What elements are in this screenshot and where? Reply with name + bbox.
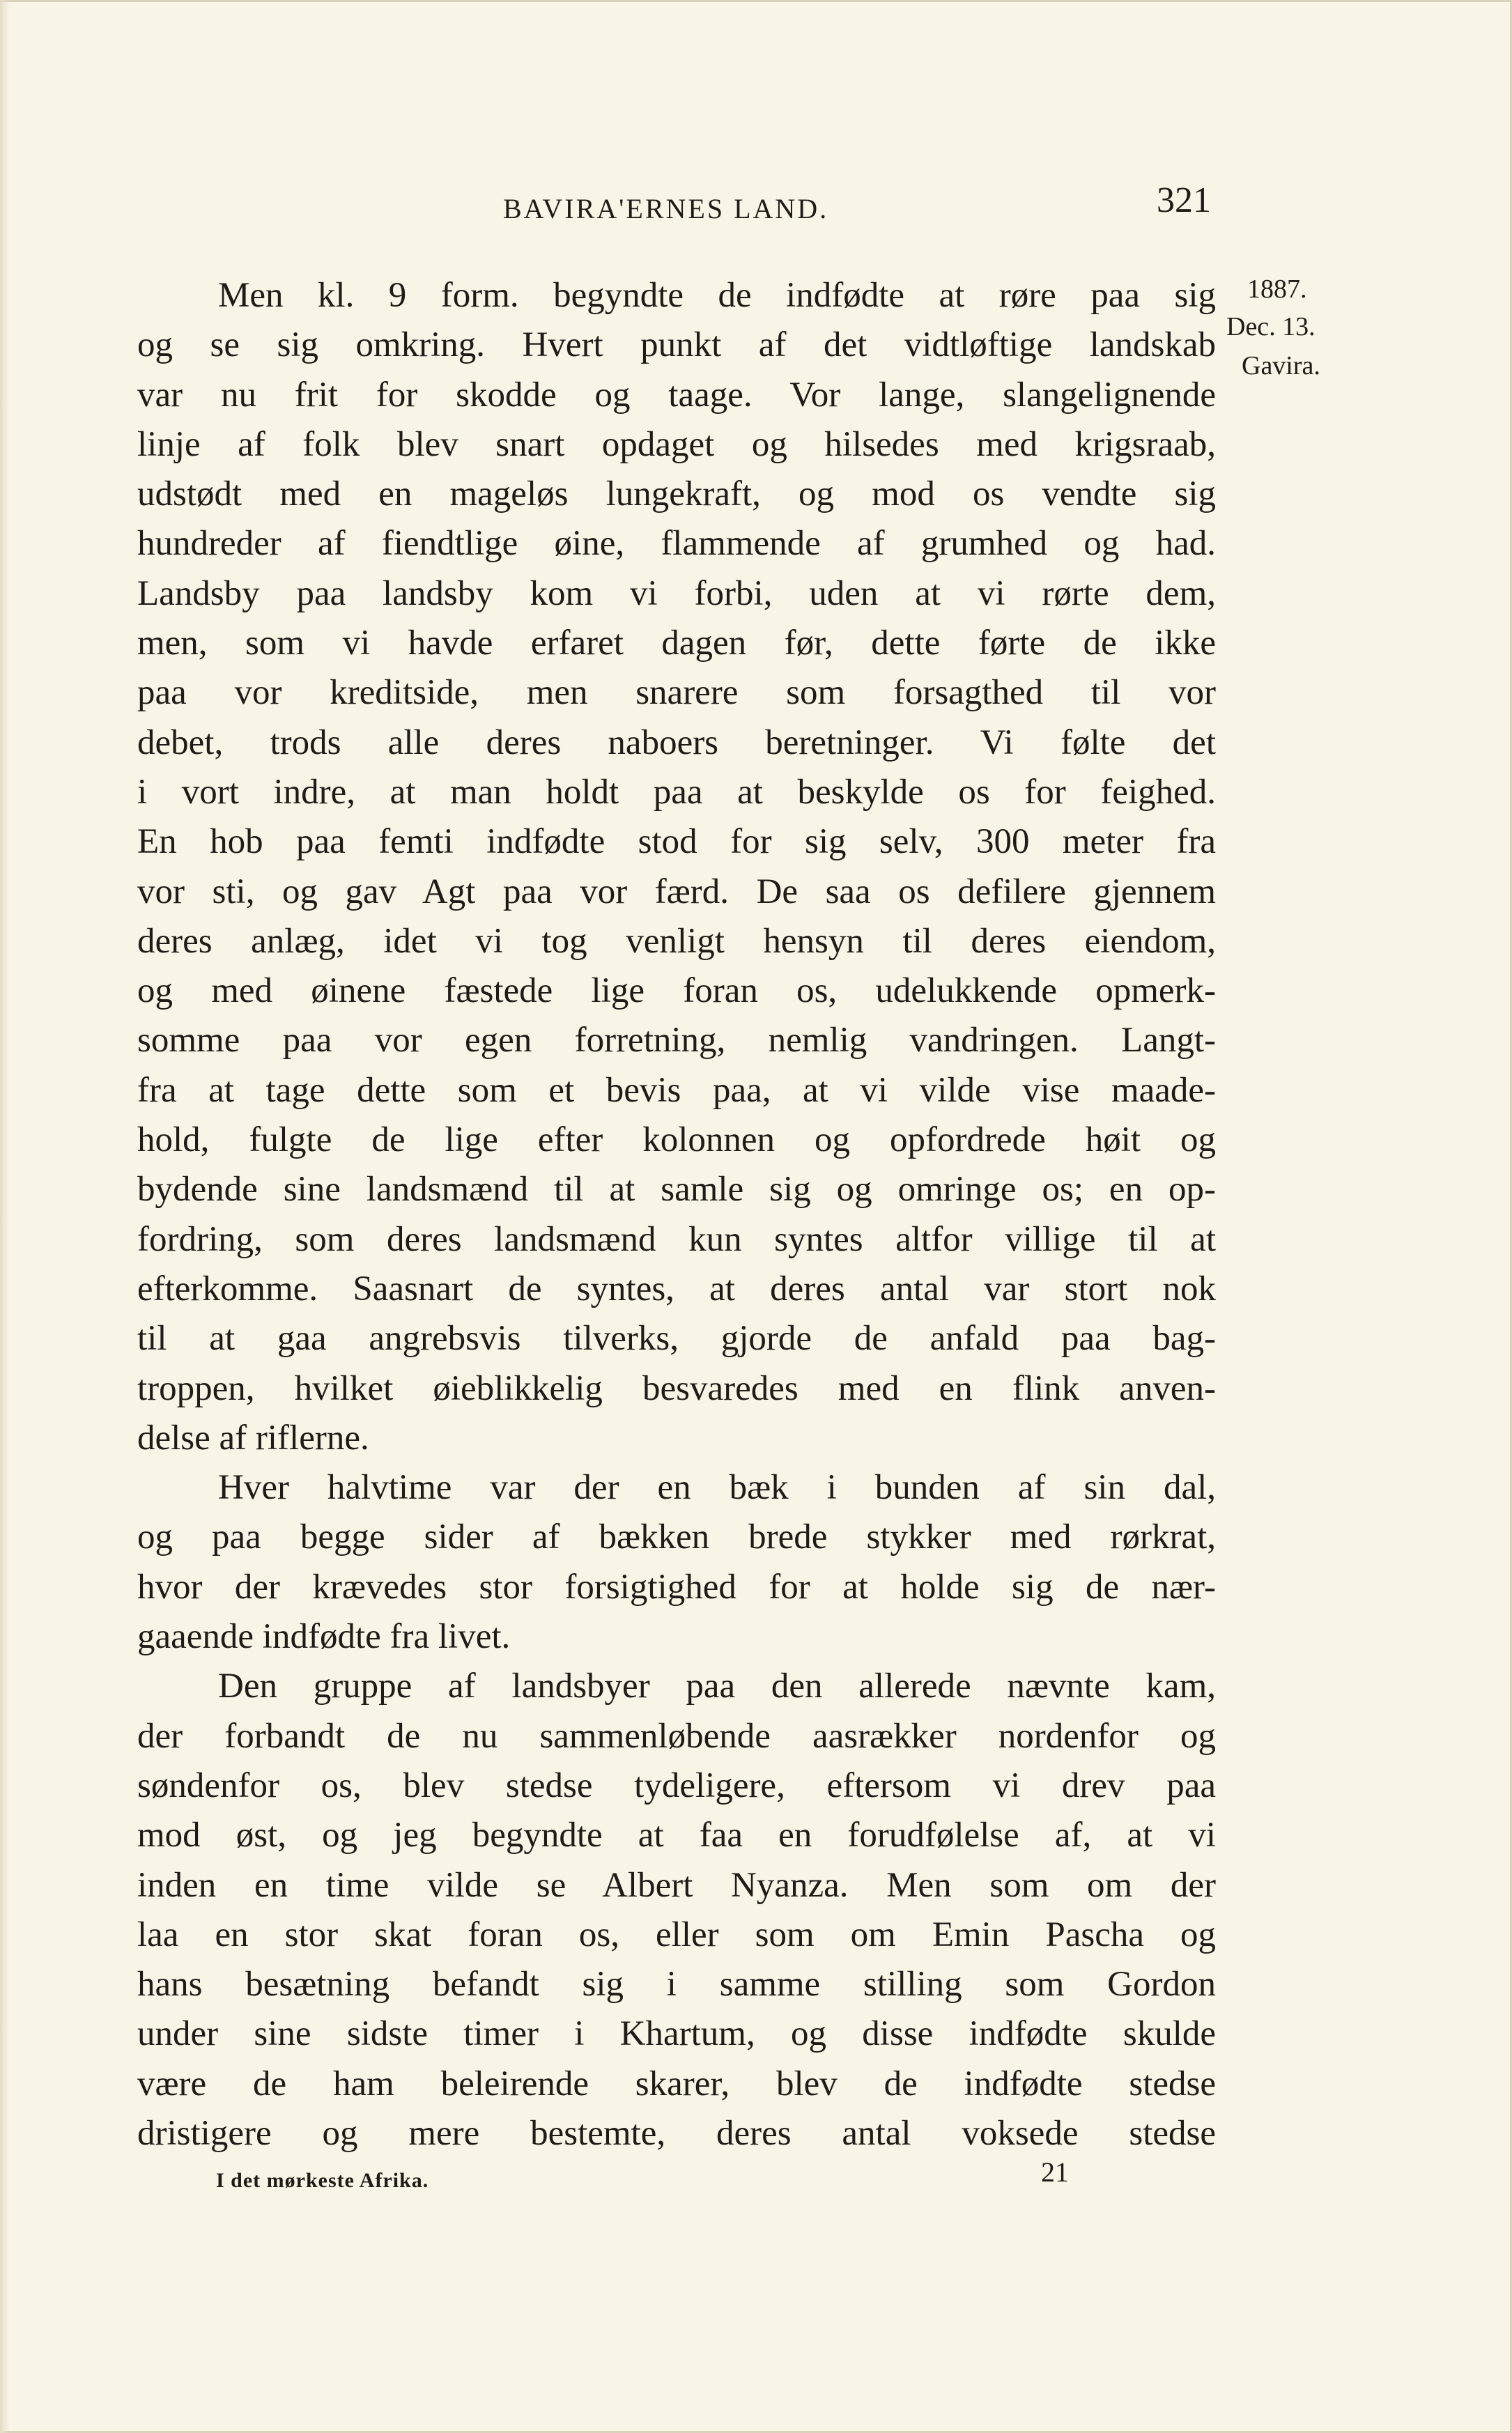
text-line: og se sig omkring. Hvert punkt af det vidtløftige landskab	[137, 325, 1216, 365]
text-line: bydende sine landsmænd til at samle sig og omringe os; en op-	[137, 1170, 1216, 1210]
text-line: søndenfor os, blev stedse tydeligere, eftersom vi drev paa	[137, 1766, 1216, 1805]
signature-mark: I det mørkeste Afrika.	[216, 2169, 429, 2192]
text-line: hold, fulgte de lige efter kolonnen og opfordrede høit og	[137, 1120, 1216, 1160]
margin-note-place: Gavira.	[1242, 351, 1320, 380]
text-line: paa vor kreditside, men snarere som forsagthed til vor	[137, 673, 1216, 713]
text-line: vor sti, og gav Agt paa vor færd. De saa os defilere gjennem	[137, 872, 1216, 911]
text-line: der forbandt de nu sammenløbende aasrækker nordenfor og	[137, 1716, 1216, 1756]
text-line: efterkomme. Saasnart de syntes, at deres antal var stort nok	[137, 1269, 1216, 1308]
text-line: i vort indre, at man holdt paa at beskylde os for feighed.	[137, 772, 1216, 812]
text-line: var nu frit for skodde og taage. Vor lange, slangelignende	[137, 375, 1216, 415]
text-line: udstødt med en mageløs lungekraft, og mod os vendte sig	[137, 474, 1216, 514]
text-line: mod øst, og jeg begyndte at faa en forudfølelse af, at vi	[137, 1816, 1216, 1855]
text-line: fordring, som deres landsmænd kun syntes altfor villige til at	[137, 1219, 1216, 1259]
text-line: hans besætning befandt sig i samme stilling som Gordon	[137, 1965, 1216, 2005]
text-line: deres anlæg, idet vi tog venligt hensyn til deres eiendom,	[137, 921, 1216, 961]
margin-note-year: 1887.	[1247, 275, 1307, 304]
text-line: gaaende indfødte fra livet.	[137, 1617, 511, 1657]
page-number: 321	[1157, 180, 1211, 220]
text-line: troppen, hvilket øieblikkelig besvaredes med en flink anven-	[137, 1368, 1216, 1408]
text-line: fra at tage dette som et bevis paa, at vi vilde vise maade-	[137, 1070, 1216, 1110]
text-line: dristigere og mere bestemte, deres antal voksede stedse	[137, 2113, 1216, 2153]
text-line: men, som vi havde erfaret dagen før, dette førte de ikke	[137, 624, 1216, 663]
text-line: Men kl. 9 form. begyndte de indfødte at røre paa sig	[218, 276, 1216, 315]
text-line: og paa begge sider af bækken brede stykker med rørkrat,	[137, 1517, 1216, 1557]
text-line: delse af riflerne.	[137, 1418, 369, 1458]
text-line: linje af folk blev snart opdaget og hilsedes med krigsraab,	[137, 424, 1216, 464]
text-line: debet, trods alle deres naboers beretninger. Vi følte det	[137, 723, 1216, 762]
running-head: BAVIRA'ERNES LAND.	[503, 193, 829, 224]
text-line: En hob paa femti indfødte stod for sig selv, 300 meter fra	[137, 822, 1216, 862]
body-text	[137, 271, 1216, 2158]
text-line: hvor der krævedes stor forsigtighed for at holde sig de nær-	[137, 1567, 1216, 1607]
text-line: somme paa vor egen forretning, nemlig vandringen. Langt-	[137, 1021, 1216, 1060]
text-line: laa en stor skat foran os, eller som om Emin Pascha og	[137, 1915, 1216, 1954]
text-line: under sine sidste timer i Khartum, og disse indfødte skulde	[137, 2014, 1216, 2054]
text-line: hundreder af fiendtlige øine, flammende af grumhed og had.	[137, 524, 1216, 564]
text-line: og med øinene fæstede lige foran os, udelukkende opmerk-	[137, 971, 1216, 1011]
text-line: være de ham beleirende skarer, blev de indfødte stedse	[137, 2064, 1216, 2103]
sheet-number: 21	[1041, 2156, 1069, 2188]
text-line: til at gaa angrebsvis tilverks, gjorde de anfald paa bag-	[137, 1319, 1216, 1359]
margin-note-date: Dec. 13.	[1226, 312, 1316, 341]
page-edge-shadow	[0, 0, 10, 2433]
text-line: Landsby paa landsby kom vi forbi, uden at vi rørte dem,	[137, 573, 1216, 613]
text-line: inden en time vilde se Albert Nyanza. Men som om der	[137, 1865, 1216, 1905]
text-line: Hver halvtime var der en bæk i bunden af sin dal,	[218, 1468, 1216, 1508]
text-line: Den gruppe af landsbyer paa den allerede nævnte kam,	[218, 1667, 1216, 1706]
